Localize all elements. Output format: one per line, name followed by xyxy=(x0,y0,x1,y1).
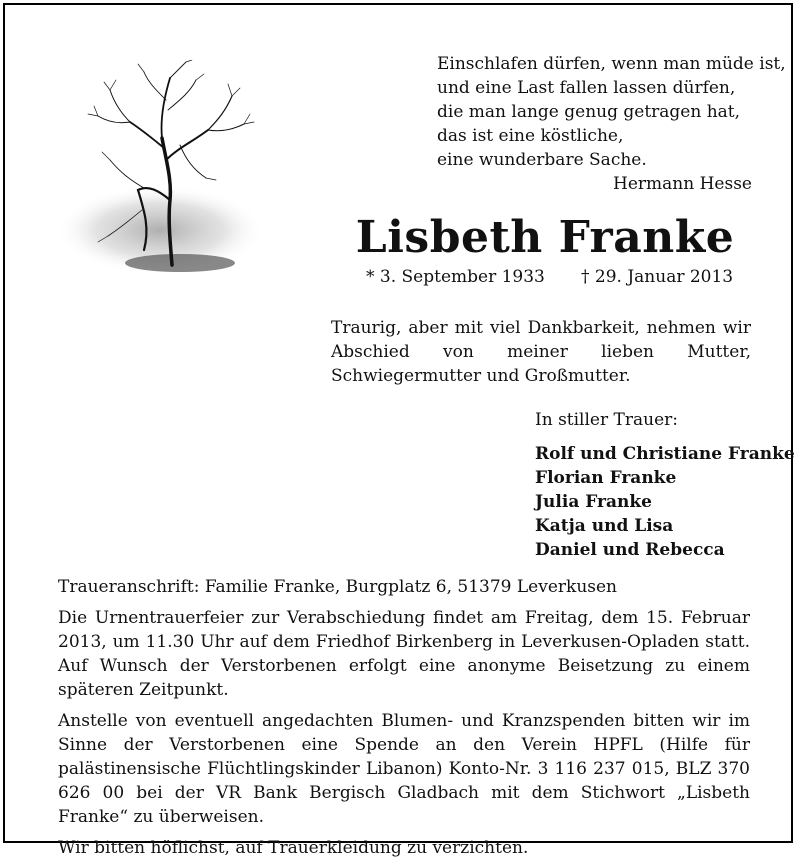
poem-line: das ist eine köstliche, xyxy=(437,126,624,146)
mourning-address: Traueranschrift: Familie Franke, Burgplatz 6, 51379 Leverkusen xyxy=(58,577,618,597)
poem-quote xyxy=(437,52,786,196)
poem-author: Hermann Hesse xyxy=(613,174,752,194)
notice-details xyxy=(58,575,750,867)
mourner-name: Daniel und Rebecca xyxy=(535,540,725,560)
obituary-notice xyxy=(3,3,795,858)
death-date: † 29. Januar 2013 xyxy=(581,267,734,287)
mourner-name: Florian Franke xyxy=(535,468,677,488)
mourners-heading: In stiller Trauer: xyxy=(535,410,678,430)
poem-line: Einschlafen dürfen, wenn man müde ist, xyxy=(437,54,786,74)
poem-line: eine wunderbare Sache. xyxy=(437,150,647,170)
bare-tree-icon xyxy=(60,60,275,290)
birth-date: * 3. September 1933 xyxy=(366,267,545,287)
poem-line: und eine Last fallen lassen dürfen, xyxy=(437,78,736,98)
donation-info: Anstelle von eventuell angedachten Blumen- und Kranzspenden bitten wir im Sinne der Verstorbenen eine Spende an den Verein HPFL (Hilfe für palästinensische Flüchtlingskinder Libanon) Konto-Nr. 3 116 237 015, BLZ 370 626 00 bei der VR Bank Bergisch Gladbach mit dem Stichwort „Lisbeth Franke“ zu überweisen. xyxy=(58,711,750,827)
mourners-list xyxy=(535,408,795,562)
deceased-name: Lisbeth Franke xyxy=(355,212,735,263)
funeral-info: Die Urnentrauerfeier zur Verabschiedung findet am Freitag, dem 15. Februar 2013, um 11.30 Uhr auf dem Friedhof Birkenberg in Leverkusen-Opladen statt. Auf Wunsch der Verstorbenen erfolgt eine anonyme Beisetzung zu einem späteren Zeitpunkt. xyxy=(58,608,750,700)
poem-line: die man lange genug getragen hat, xyxy=(437,102,741,122)
mourner-name: Rolf und Christiane Franke xyxy=(535,444,795,464)
mourner-name: Katja und Lisa xyxy=(535,516,674,536)
mourner-name: Julia Franke xyxy=(535,492,652,512)
intro-text: Traurig, aber mit viel Dankbarkeit, nehmen wir Abschied von meiner lieben Mutter, Schwiegermutter und Großmutter. xyxy=(331,318,751,386)
dress-code-note: Wir bitten höflichst, auf Trauerkleidung zu verzichten. xyxy=(58,838,529,858)
